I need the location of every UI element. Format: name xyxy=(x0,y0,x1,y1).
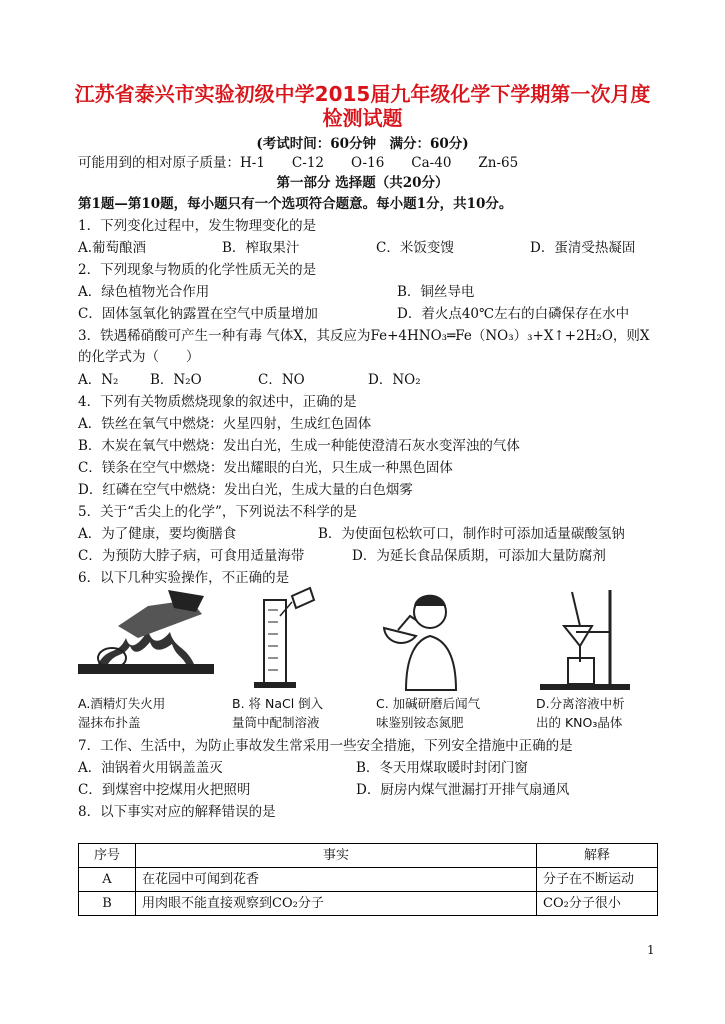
table-row xyxy=(79,892,658,916)
q4-stem: 4．下列有关物质燃烧现象的叙述中，正确的是 xyxy=(78,394,357,410)
header-id: 序号 xyxy=(79,844,136,868)
q6-caption-b-line2: 量筒中配制溶液 xyxy=(232,715,320,730)
q5-option-b: B．为使面包松软可口，制作时可添加适量碳酸氢钠 xyxy=(318,526,625,542)
atomic-masses: 可能用到的相对原子质量：H-1 C-12 O-16 Ca-40 Zn-65 xyxy=(78,155,519,171)
q5-option-d: D．为延长食品保质期，可添加大量防腐剂 xyxy=(352,548,606,564)
q8-table xyxy=(78,843,658,916)
q4-option-c: C．镁条在空气中燃烧：发出耀眼的白光，只生成一种黑色固体 xyxy=(78,460,453,476)
q3-option-d: D．NO₂ xyxy=(368,372,421,388)
q4-option-d: D．红磷在空气中燃烧：发出白光，生成大量的白色烟雾 xyxy=(78,482,413,498)
row-id: A xyxy=(79,868,136,892)
row-explanation: CO₂分子很小 xyxy=(537,892,658,916)
row-fact: 用肉眼不能直接观察到CO₂分子 xyxy=(136,892,537,916)
header-fact: 事实 xyxy=(136,844,537,868)
exam-info: (考试时间：60分钟 满分：60分) xyxy=(256,136,469,152)
q2-option-d: D．着火点40℃左右的白磷保存在水中 xyxy=(397,306,630,322)
q2-stem: 2．下列现象与物质的化学性质无关的是 xyxy=(78,262,317,278)
part1-title: 第一部分 选择题（共20分） xyxy=(276,175,449,191)
q7-option-c: C．到煤窖中挖煤用火把照明 xyxy=(78,782,251,798)
q7-option-a: A．油锅着火用锅盖盖灭 xyxy=(78,760,223,776)
q6-caption-d-line2: 出的 KNO₃晶体 xyxy=(536,715,623,730)
q2-option-c: C．固体氢氧化钠露置在空气中质量增加 xyxy=(78,306,318,322)
instructions: 第1题—第10题，每小题只有一个选项符合题意。每小题1分，共10分。 xyxy=(78,196,513,212)
smelling-mortar-illustration xyxy=(376,586,486,692)
filtration-apparatus-illustration xyxy=(536,586,646,692)
q7-option-d: D．厨房内煤气泄漏打开排气扇通风 xyxy=(356,782,570,798)
title-line-1: 江苏省泰兴市实验初级中学2015届九年级化学下学期第一次月度 xyxy=(74,82,651,106)
q2-option-b: B．铜丝导电 xyxy=(397,284,475,300)
q3-option-c: C．NO xyxy=(258,372,305,388)
q4-option-a: A．铁丝在氧气中燃烧：火星四射，生成红色固体 xyxy=(78,416,372,432)
q7-option-b: B．冬天用煤取暖时封闭门窗 xyxy=(356,760,528,776)
q1-option-b: B．榨取果汁 xyxy=(222,240,300,256)
table-row xyxy=(79,868,658,892)
q1-option-d: D．蛋清受热凝固 xyxy=(530,240,636,256)
q6-caption-a-line1: A.酒精灯失火用 xyxy=(78,696,166,711)
q3-stem-2: 的化学式为（ ） xyxy=(78,349,200,365)
q4-option-b: B．木炭在氧气中燃烧：发出白光，生成一种能使澄清石灰水变浑浊的气体 xyxy=(78,438,520,454)
q5-option-a: A．为了健康，要均衡膳食 xyxy=(78,526,237,542)
q8-stem: 8．以下事实对应的解释错误的是 xyxy=(78,804,276,820)
q6-caption-a-line2: 湿抹布扑盖 xyxy=(78,715,141,730)
q6-stem: 6．以下几种实验操作，不正确的是 xyxy=(78,570,290,586)
q3-option-b: B．N₂O xyxy=(150,372,202,388)
row-explanation: 分子在不断运动 xyxy=(537,868,658,892)
q6-caption-d-line1: D.分离溶液中析 xyxy=(536,696,625,711)
q1-option-a: A.葡萄酿酒 xyxy=(78,240,147,256)
q3-stem: 3．铁遇稀硝酸可产生一种有毒 气体X，其反应为Fe+4HNO₃═Fe（NO₃）₃+X↑+2H₂O，则X xyxy=(78,328,650,344)
graduated-cylinder-illustration xyxy=(232,586,342,692)
header-explanation: 解释 xyxy=(537,844,658,868)
q6-caption-c-line1: C. 加碱研磨后闻气 xyxy=(376,696,481,711)
alcohol-lamp-fire-illustration xyxy=(78,586,218,692)
q1-stem: 1．下列变化过程中，发生物理变化的是 xyxy=(78,218,317,234)
title-line-2: 检测试题 xyxy=(322,106,403,130)
table-header-row xyxy=(79,844,658,868)
q5-option-c: C．为预防大脖子病，可食用适量海带 xyxy=(78,548,305,564)
q6-caption-b-line1: B. 将 NaCl 倒入 xyxy=(232,696,324,711)
q2-option-a: A．绿色植物光合作用 xyxy=(78,284,210,300)
page-number: 1 xyxy=(647,943,655,957)
q3-option-a: A．N₂ xyxy=(78,372,119,388)
q7-stem: 7．工作、生活中，为防止事故发生常采用一些安全措施，下列安全措施中正确的是 xyxy=(78,738,573,754)
row-fact: 在花园中可闻到花香 xyxy=(136,868,537,892)
q5-stem: 5．关于“舌尖上的化学”，下列说法不科学的是 xyxy=(78,504,357,520)
q1-option-c: C．米饭变馊 xyxy=(376,240,454,256)
row-id: B xyxy=(79,892,136,916)
q6-caption-c-line2: 味鉴别铵态氮肥 xyxy=(376,715,464,730)
